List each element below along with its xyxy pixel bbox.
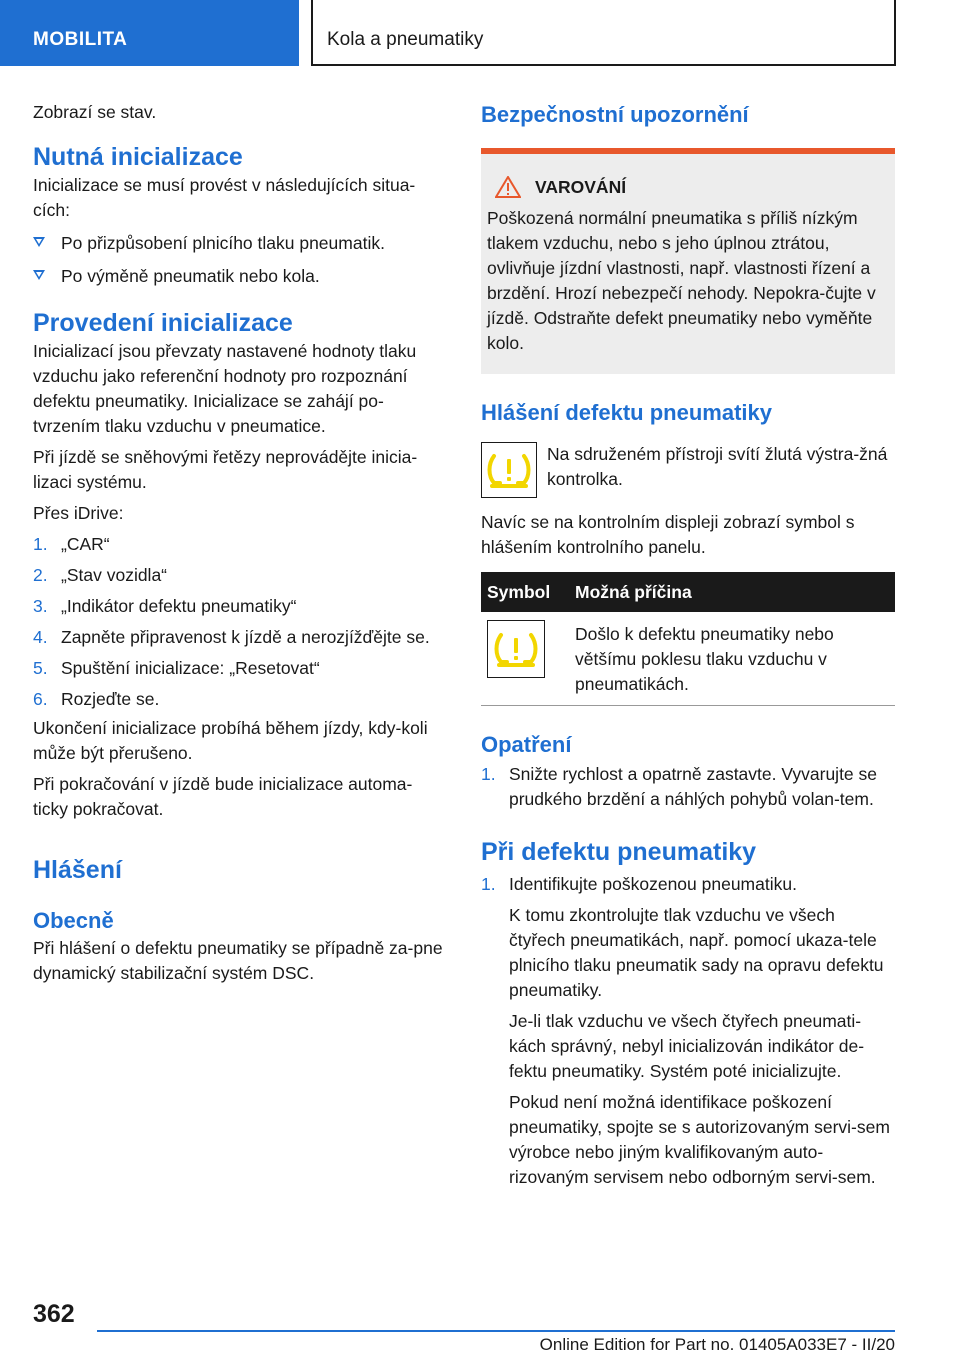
defect-steps xyxy=(481,872,895,897)
heading-on-defect: Při defektu pneumatiky xyxy=(481,838,757,866)
heading-perform-init: Provedení inicializace xyxy=(33,309,293,337)
heading-defect-message: Hlášení defektu pneumatiky xyxy=(481,400,772,425)
heading-measures: Opatření xyxy=(481,732,572,757)
idrive-steps xyxy=(33,532,445,712)
list-item: 1. Identifikujte poškozenou pneumatiku. xyxy=(481,874,797,894)
measure-steps xyxy=(481,762,895,812)
list-item: 5. Spuštění inicializace: „Resetovat“ xyxy=(33,658,320,678)
general-text: Při hlášení o defektu pneumatiky se případně za-pne dynamický stabilizační systém DSC. xyxy=(33,938,443,983)
right-column xyxy=(481,100,895,1190)
list-item: 2. „Stav vozidla“ xyxy=(33,565,168,585)
section-tab: MOBILITA xyxy=(0,0,299,66)
tire-pressure-warning-icon xyxy=(481,442,537,498)
triangle-bullet-icon xyxy=(33,237,45,247)
display-text: Navíc se na kontrolním displeji zobrazí symbol s hlášením kontrolního panelu. xyxy=(481,512,855,557)
warning-title: VAROVÁNÍ xyxy=(495,176,887,198)
list-item: Po výměně pneumatik nebo kola. xyxy=(33,264,445,289)
end-text-2: Při pokračování v jízdě bude inicializace automa-ticky pokračovat. xyxy=(33,774,413,819)
perform-text-3: Přes iDrive: xyxy=(33,503,124,523)
defect-sub-text-2: Je-li tlak vzduchu ve všech čtyřech pneumati-kách správný, nebyl inicializován indikátor de-fektu pneumatiky. Systém poté inicializujte. xyxy=(509,1011,865,1081)
init-required-text: Inicializace se musí provést v následujících situa-cích: xyxy=(33,175,416,220)
warning-text: Poškozená normální pneumatika s příliš nízkým tlakem vzduchu, nebo s jeho úplnou ztrátou, ovlivňuje jízdní vlastnosti, např. vlastnosti řízení a brzdění. Hrozí nebezpečí nehody. Nepokra-čujte v jízdě. Odstraňte defekt pneumatiky nebo vyměňte kolo. xyxy=(487,208,876,353)
list-item: 4. Zapněte připravenost k jízdě a nerozjížďějte se. xyxy=(33,627,430,647)
footer-divider xyxy=(97,1330,895,1332)
warning-box xyxy=(481,154,895,374)
heading-general: Obecně xyxy=(33,908,114,933)
chapter-title: Kola a pneumatiky xyxy=(311,0,896,66)
intro-text: Zobrazí se stav. xyxy=(33,102,157,122)
warning-triangle-icon xyxy=(495,176,521,198)
cause-cell: Došlo k defektu pneumatiky nebo většímu poklesu tlaku vzduchu v pneumatikách. xyxy=(569,612,895,706)
tire-pressure-warning-icon xyxy=(487,620,545,678)
table-row xyxy=(481,612,895,706)
col-cause-header: Možná příčina xyxy=(569,572,895,612)
page-number: 362 xyxy=(33,1300,75,1328)
triangle-bullet-icon xyxy=(33,270,45,280)
list-item: 6. Rozjeďte se. xyxy=(33,689,160,709)
perform-text-2: Při jízdě se sněhovými řetězy neprovádějte inicia-lizaci systému. xyxy=(33,447,418,492)
left-column xyxy=(33,100,445,986)
list-item: Po přizpůsobení plnicího tlaku pneumatik. xyxy=(33,231,445,256)
init-bullets xyxy=(33,231,445,289)
heading-safety: Bezpečnostní upozornění xyxy=(481,102,749,127)
symbol-table xyxy=(481,572,895,706)
defect-sub-text-3: Pokud není možná identifikace poškození pneumatiky, spojte se s autorizovaným servi-sem výrobce nebo jiným kvalifikovaným auto-rizovaným servisem nebo odborným servi-sem. xyxy=(509,1092,890,1187)
symbol-cell xyxy=(481,612,569,706)
col-symbol-header: Symbol xyxy=(481,572,569,612)
perform-text-1: Inicializací jsou převzaty nastavené hodnoty tlaku vzduchu jako referenční hodnoty pro rozpoznání defektu pneumatiky. Inicializace se zahájí po-tvrzením tlaku vzduchu v pneumatice. xyxy=(33,341,417,436)
list-item: 3. „Indikátor defektu pneumatiky“ xyxy=(33,596,297,616)
footer-edition: Online Edition for Part no. 01405A033E7 - II/20 xyxy=(539,1335,895,1354)
list-item: 1. „CAR“ xyxy=(33,534,110,554)
indicator-row xyxy=(481,442,895,498)
end-text-1: Ukončení inicializace probíhá během jízdy, kdy-koli může být přerušeno. xyxy=(33,718,428,763)
heading-messages: Hlášení xyxy=(33,856,122,884)
indicator-text: Na sdruženém přístroji svítí žlutá výstra-žná kontrolka. xyxy=(547,444,888,489)
defect-sub-text-1: K tomu zkontrolujte tlak vzduchu ve všech čtyřech pneumatikách, např. pomocí ukaza-tele plnicího tlaku pneumatik sady na opravu defektu pneumatiky. xyxy=(509,905,884,1000)
list-item: 1. Snižte rychlost a opatrně zastavte. Vyvarujte se prudkého brzdění a náhlých pohybů volan-tem. xyxy=(481,764,878,809)
heading-init-required: Nutná inicializace xyxy=(33,143,243,171)
